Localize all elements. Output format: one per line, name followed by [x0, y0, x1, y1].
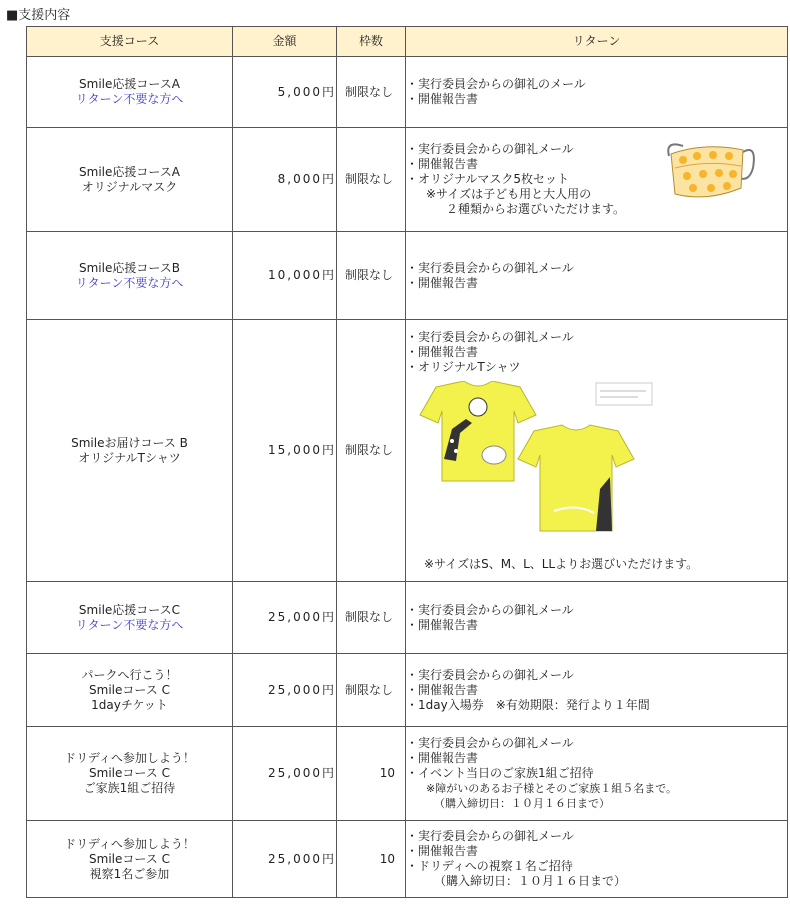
- table-row: [27, 320, 788, 582]
- no-return-link[interactable]: リターン不要な方へ: [75, 92, 184, 106]
- course-subtitle: オリジナルマスク: [81, 179, 178, 194]
- course-cell: [27, 57, 233, 128]
- slots-cell: 制限なし: [337, 654, 406, 727]
- return-item: ・オリジナルマスク5枚セット: [406, 172, 570, 186]
- return-cell: [406, 727, 788, 821]
- course-cell: [27, 128, 233, 232]
- col-header-slots: 枠数: [337, 27, 406, 57]
- return-cell: [406, 582, 788, 654]
- slots-cell: 10: [337, 821, 406, 898]
- course-cell: [27, 727, 233, 821]
- return-item: ・開催報告書: [406, 275, 479, 290]
- course-name: Smile応援コースA: [79, 164, 180, 179]
- course-subtitle: Smileコース C: [89, 851, 170, 866]
- return-item: ・実行委員会からの御礼のメール: [406, 77, 586, 91]
- return-cell: [406, 128, 788, 232]
- table-header-row: [27, 27, 788, 57]
- course-cell: [27, 582, 233, 654]
- return-item: ・実行委員会からの御礼メール: [406, 736, 574, 750]
- table-row: [27, 727, 788, 821]
- slots-cell: 制限なし: [337, 320, 406, 582]
- table-row: [27, 582, 788, 654]
- slots-cell: 10: [337, 727, 406, 821]
- course-cell: [27, 232, 233, 320]
- return-item: ・開催報告書: [406, 157, 479, 171]
- amount-cell: 10,000円: [233, 232, 337, 320]
- return-item: ・実行委員会からの御礼メール: [406, 829, 574, 843]
- slots-cell: 制限なし: [337, 582, 406, 654]
- course-subtitle: 視察1名ご参加: [89, 866, 170, 881]
- course-subtitle: Smileコース C: [89, 682, 170, 697]
- table-row: [27, 232, 788, 320]
- return-item: ・開催報告書: [406, 751, 479, 765]
- table-row: [27, 57, 788, 128]
- return-item: ・開催報告書: [406, 844, 479, 858]
- slots-cell: 制限なし: [337, 57, 406, 128]
- return-item: ・実行委員会からの御礼メール: [406, 667, 574, 682]
- return-note: （購入締切日：１０月１６日まで）: [434, 797, 610, 810]
- support-table: [26, 26, 788, 898]
- course-cell: [27, 320, 233, 582]
- table-row: [27, 128, 788, 232]
- return-item: ・開催報告書: [406, 92, 479, 106]
- course-name: パークへ行こう！: [81, 667, 178, 682]
- return-item: ・開催報告書: [406, 344, 479, 359]
- col-header-amount: 金額: [233, 27, 337, 57]
- table-row: [27, 821, 788, 898]
- return-cell: [406, 320, 788, 582]
- amount-cell: 25,000円: [233, 821, 337, 898]
- amount-cell: 25,000円: [233, 727, 337, 821]
- return-item: ・実行委員会からの御礼メール: [406, 260, 574, 275]
- amount-cell: 15,000円: [233, 320, 337, 582]
- return-item: ・ドリディへの視察１名ご招待: [406, 859, 573, 873]
- amount-cell: 8,000円: [233, 128, 337, 232]
- return-note: ※サイズは子ども用と大人用の: [426, 187, 592, 201]
- col-header-course: 支援コース: [27, 27, 233, 57]
- course-subtitle: Smileコース C: [89, 766, 170, 780]
- section-heading: ■支援内容: [6, 8, 71, 23]
- return-item: ・実行委員会からの御礼メール: [406, 602, 574, 617]
- return-note: ※障がいのあるお子様とそのご家族１組５名まで。: [426, 782, 677, 795]
- col-header-return: リターン: [406, 27, 788, 57]
- amount-cell: 25,000円: [233, 654, 337, 727]
- return-item: ・1day入場券 ※有効期限：発行より１年間: [406, 697, 650, 712]
- return-note: ※サイズはS、M、L、LLよりお選びいただけます。: [424, 556, 699, 571]
- table-row: [27, 654, 788, 727]
- return-item: ・オリジナルTシャツ: [406, 359, 521, 374]
- return-item: ・実行委員会からの御礼メール: [406, 142, 574, 156]
- return-item: ・開催報告書: [406, 617, 479, 632]
- course-name: Smileお届けコース B: [71, 435, 188, 450]
- course-name: Smile応援コースA: [79, 77, 180, 91]
- course-subtitle: オリジナルTシャツ: [78, 450, 181, 465]
- return-cell: [406, 57, 788, 128]
- course-name: Smile応援コースB: [79, 260, 180, 275]
- return-cell: [406, 654, 788, 727]
- return-item: ・実行委員会からの御礼メール: [406, 329, 574, 344]
- amount-cell: 25,000円: [233, 582, 337, 654]
- amount-cell: 5,000円: [233, 57, 337, 128]
- tshirt-image: [406, 381, 656, 553]
- slots-cell: 制限なし: [337, 128, 406, 232]
- return-note: （購入締切日：１０月１６日まで）: [434, 874, 627, 888]
- course-subtitle: 1dayチケット: [91, 697, 168, 712]
- return-cell: [406, 821, 788, 898]
- return-note: ２種類からお選びいただけます。: [446, 202, 626, 216]
- mask-image: [661, 138, 757, 208]
- course-name: ドリディへ参加しよう！: [64, 836, 195, 851]
- course-subtitle: ご家族1組ご招待: [83, 781, 176, 795]
- return-item: ・イベント当日のご家族1組ご招待: [406, 766, 594, 780]
- course-name: ドリディへ参加しよう！: [64, 751, 195, 765]
- no-return-link[interactable]: リターン不要な方へ: [75, 617, 184, 632]
- no-return-link[interactable]: リターン不要な方へ: [75, 275, 184, 290]
- course-cell: [27, 821, 233, 898]
- slots-cell: 制限なし: [337, 232, 406, 320]
- course-cell: [27, 654, 233, 727]
- course-name: Smile応援コースC: [78, 602, 181, 617]
- return-cell: [406, 232, 788, 320]
- return-item: ・開催報告書: [406, 682, 479, 697]
